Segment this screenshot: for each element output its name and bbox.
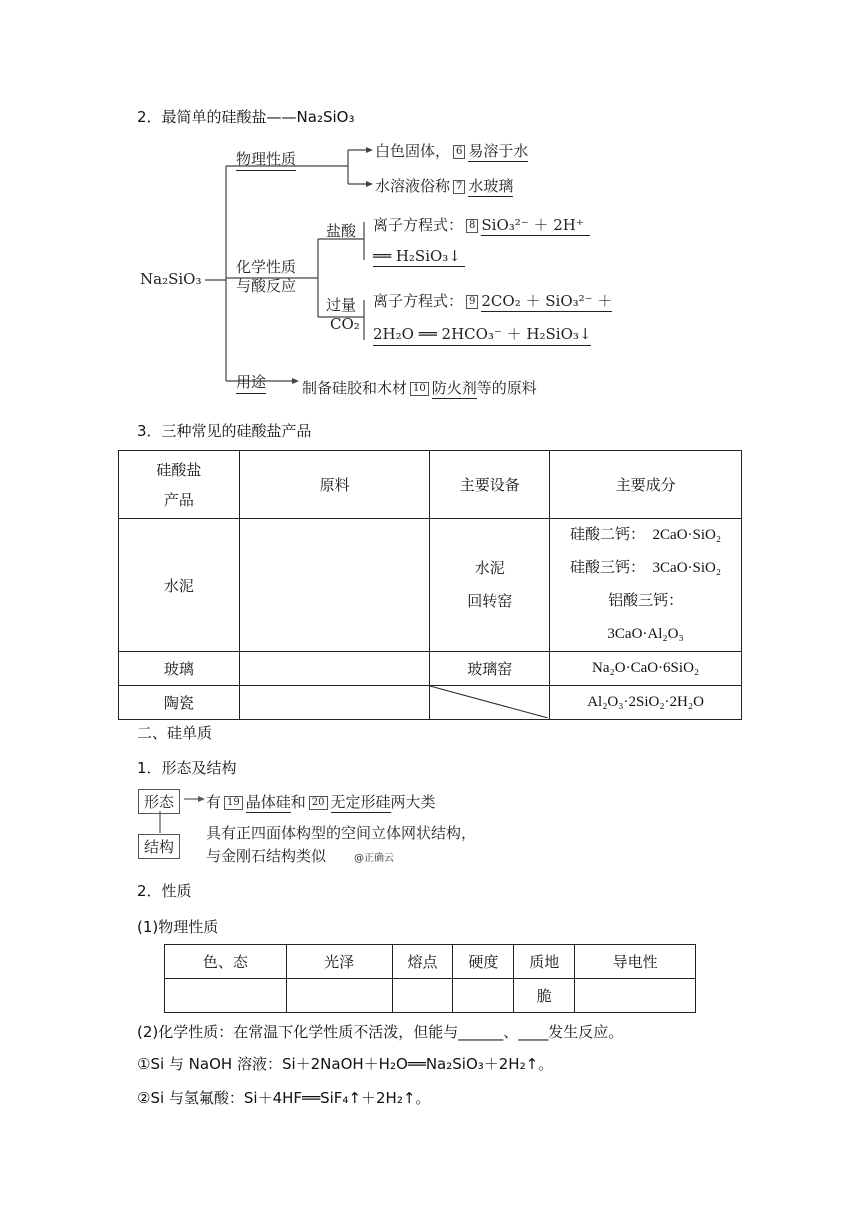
form-label: 形态 — [138, 789, 180, 814]
equation-9-line2: 2H₂O ══ 2HCO₃⁻ ＋ H₂SiO₃↓ — [373, 323, 591, 346]
blank-number-19: 19 — [224, 796, 243, 810]
composition-cell: 硅酸二钙： 2CaO·SiO₂ 硅酸三钙： 3CaO·SiO₂ 铝酸三钙： 3CaO·Al₂O₃ — [550, 519, 742, 652]
use-label: 用途 — [236, 371, 266, 394]
answer-7: 水玻璃 — [468, 177, 514, 195]
value-color-state — [165, 979, 287, 1013]
equipment-cell: 水泥 回转窑 — [430, 519, 550, 652]
reaction-2: ②Si 与氢氟酸：Si＋4HF══SiF₄↑＋2H₂↑。 — [137, 1089, 431, 1107]
value-hardness — [453, 979, 514, 1013]
structure-label: 结构 — [138, 834, 180, 859]
composition-cell: Al₂O₃·2SiO₂·2H₂O — [550, 686, 742, 720]
physical-properties-table — [164, 944, 696, 1013]
value-luster — [286, 979, 392, 1013]
header-equipment: 主要设备 — [430, 451, 550, 519]
header-material: 原料 — [239, 451, 430, 519]
material-cell — [239, 519, 430, 652]
table-row — [119, 519, 742, 652]
equipment-cell-empty — [430, 686, 550, 720]
equation-8-line1: 离子方程式： 8 SiO₃²⁻ ＋ 2H⁺ — [373, 214, 590, 235]
blank-number-7: 7 — [453, 180, 465, 194]
value-melting-point — [392, 979, 453, 1013]
blank-number-20: 20 — [309, 796, 328, 810]
watermark: @正确云 — [354, 853, 394, 864]
chem-properties-label: 化学性质 与酸反应 — [236, 258, 297, 295]
co2-label: 过量 CO₂ — [326, 296, 360, 333]
header-product: 硅酸盐 产品 — [119, 451, 240, 519]
physical-item-2: 水溶液俗称 7 水玻璃 — [375, 177, 514, 195]
header-texture: 质地 — [514, 945, 575, 979]
material-cell — [239, 652, 430, 686]
table-row — [119, 652, 742, 686]
section-heading: 2．最简单的硅酸盐——Na₂SiO₃ — [137, 108, 355, 126]
form-text: 有 19 晶体硅和 20 无定形硅两大类 — [206, 793, 436, 811]
answer-19: 晶体硅 — [245, 793, 291, 811]
blank-number-9: 9 — [466, 295, 478, 309]
equipment-cell: 玻璃窑 — [430, 652, 550, 686]
table-header-row — [165, 945, 696, 979]
equation-8-line2: ══ H₂SiO₃↓ — [373, 247, 465, 267]
blank-number-10: 10 — [410, 382, 429, 396]
header-color-state: 色、态 — [165, 945, 287, 979]
hcl-label: 盐酸 — [326, 222, 357, 240]
chem-properties-line: (2)化学性质：在常温下化学性质不活泼，但能与______、____发生反应。 — [137, 1023, 624, 1041]
physical-heading: (1)物理性质 — [137, 918, 219, 936]
structure-text: 具有正四面体构型的空间立体网状结构， 与金刚石结构类似 — [206, 824, 477, 865]
diagram-root: Na₂SiO₃ — [140, 270, 202, 288]
product-cell: 水泥 — [119, 519, 240, 652]
value-conductivity — [575, 979, 696, 1013]
table-row — [165, 979, 696, 1013]
answer-8a: SiO₃²⁻ ＋ 2H⁺ — [481, 216, 589, 236]
section-heading: 3．三种常见的硅酸盐产品 — [137, 422, 312, 440]
silicate-products-table — [118, 450, 742, 720]
material-cell — [239, 686, 430, 720]
header-luster: 光泽 — [286, 945, 392, 979]
equation-9-line1: 离子方程式： 9 2CO₂ ＋ SiO₃²⁻ ＋ — [373, 292, 613, 310]
header-melting-point: 熔点 — [392, 945, 453, 979]
answer-20: 无定形硅 — [330, 793, 391, 811]
part-heading: 二、硅单质 — [137, 724, 213, 742]
product-cell: 玻璃 — [119, 652, 240, 686]
table-header-row — [119, 451, 742, 519]
physical-item-1: 白色固体， 6 易溶于水 — [375, 142, 529, 160]
answer-10: 防火剂 — [431, 379, 477, 397]
value-texture: 脆 — [514, 979, 575, 1013]
answer-6: 易溶于水 — [468, 142, 529, 160]
physical-properties-label: 物理性质 — [236, 148, 296, 171]
sub-heading: 1．形态及结构 — [137, 759, 237, 777]
blank-number-8: 8 — [466, 219, 478, 233]
answer-9a: 2CO₂ ＋ SiO₃²⁻ ＋ — [481, 292, 613, 310]
header-hardness: 硬度 — [453, 945, 514, 979]
table-row — [119, 686, 742, 720]
product-cell: 陶瓷 — [119, 686, 240, 720]
header-composition: 主要成分 — [550, 451, 742, 519]
use-item: 制备硅胶和木材 10 防火剂等的原料 — [302, 379, 537, 397]
diagonal-line — [430, 686, 548, 718]
composition-cell: Na₂O·CaO·6SiO₂ — [550, 652, 742, 686]
blank-number-6: 6 — [453, 145, 465, 159]
header-conductivity: 导电性 — [575, 945, 696, 979]
reaction-1: ①Si 与 NaOH 溶液：Si＋2NaOH＋H₂O══Na₂SiO₃＋2H₂↑。 — [137, 1055, 554, 1073]
sub-heading: 2．性质 — [137, 882, 192, 900]
diagram-lines — [0, 0, 860, 420]
